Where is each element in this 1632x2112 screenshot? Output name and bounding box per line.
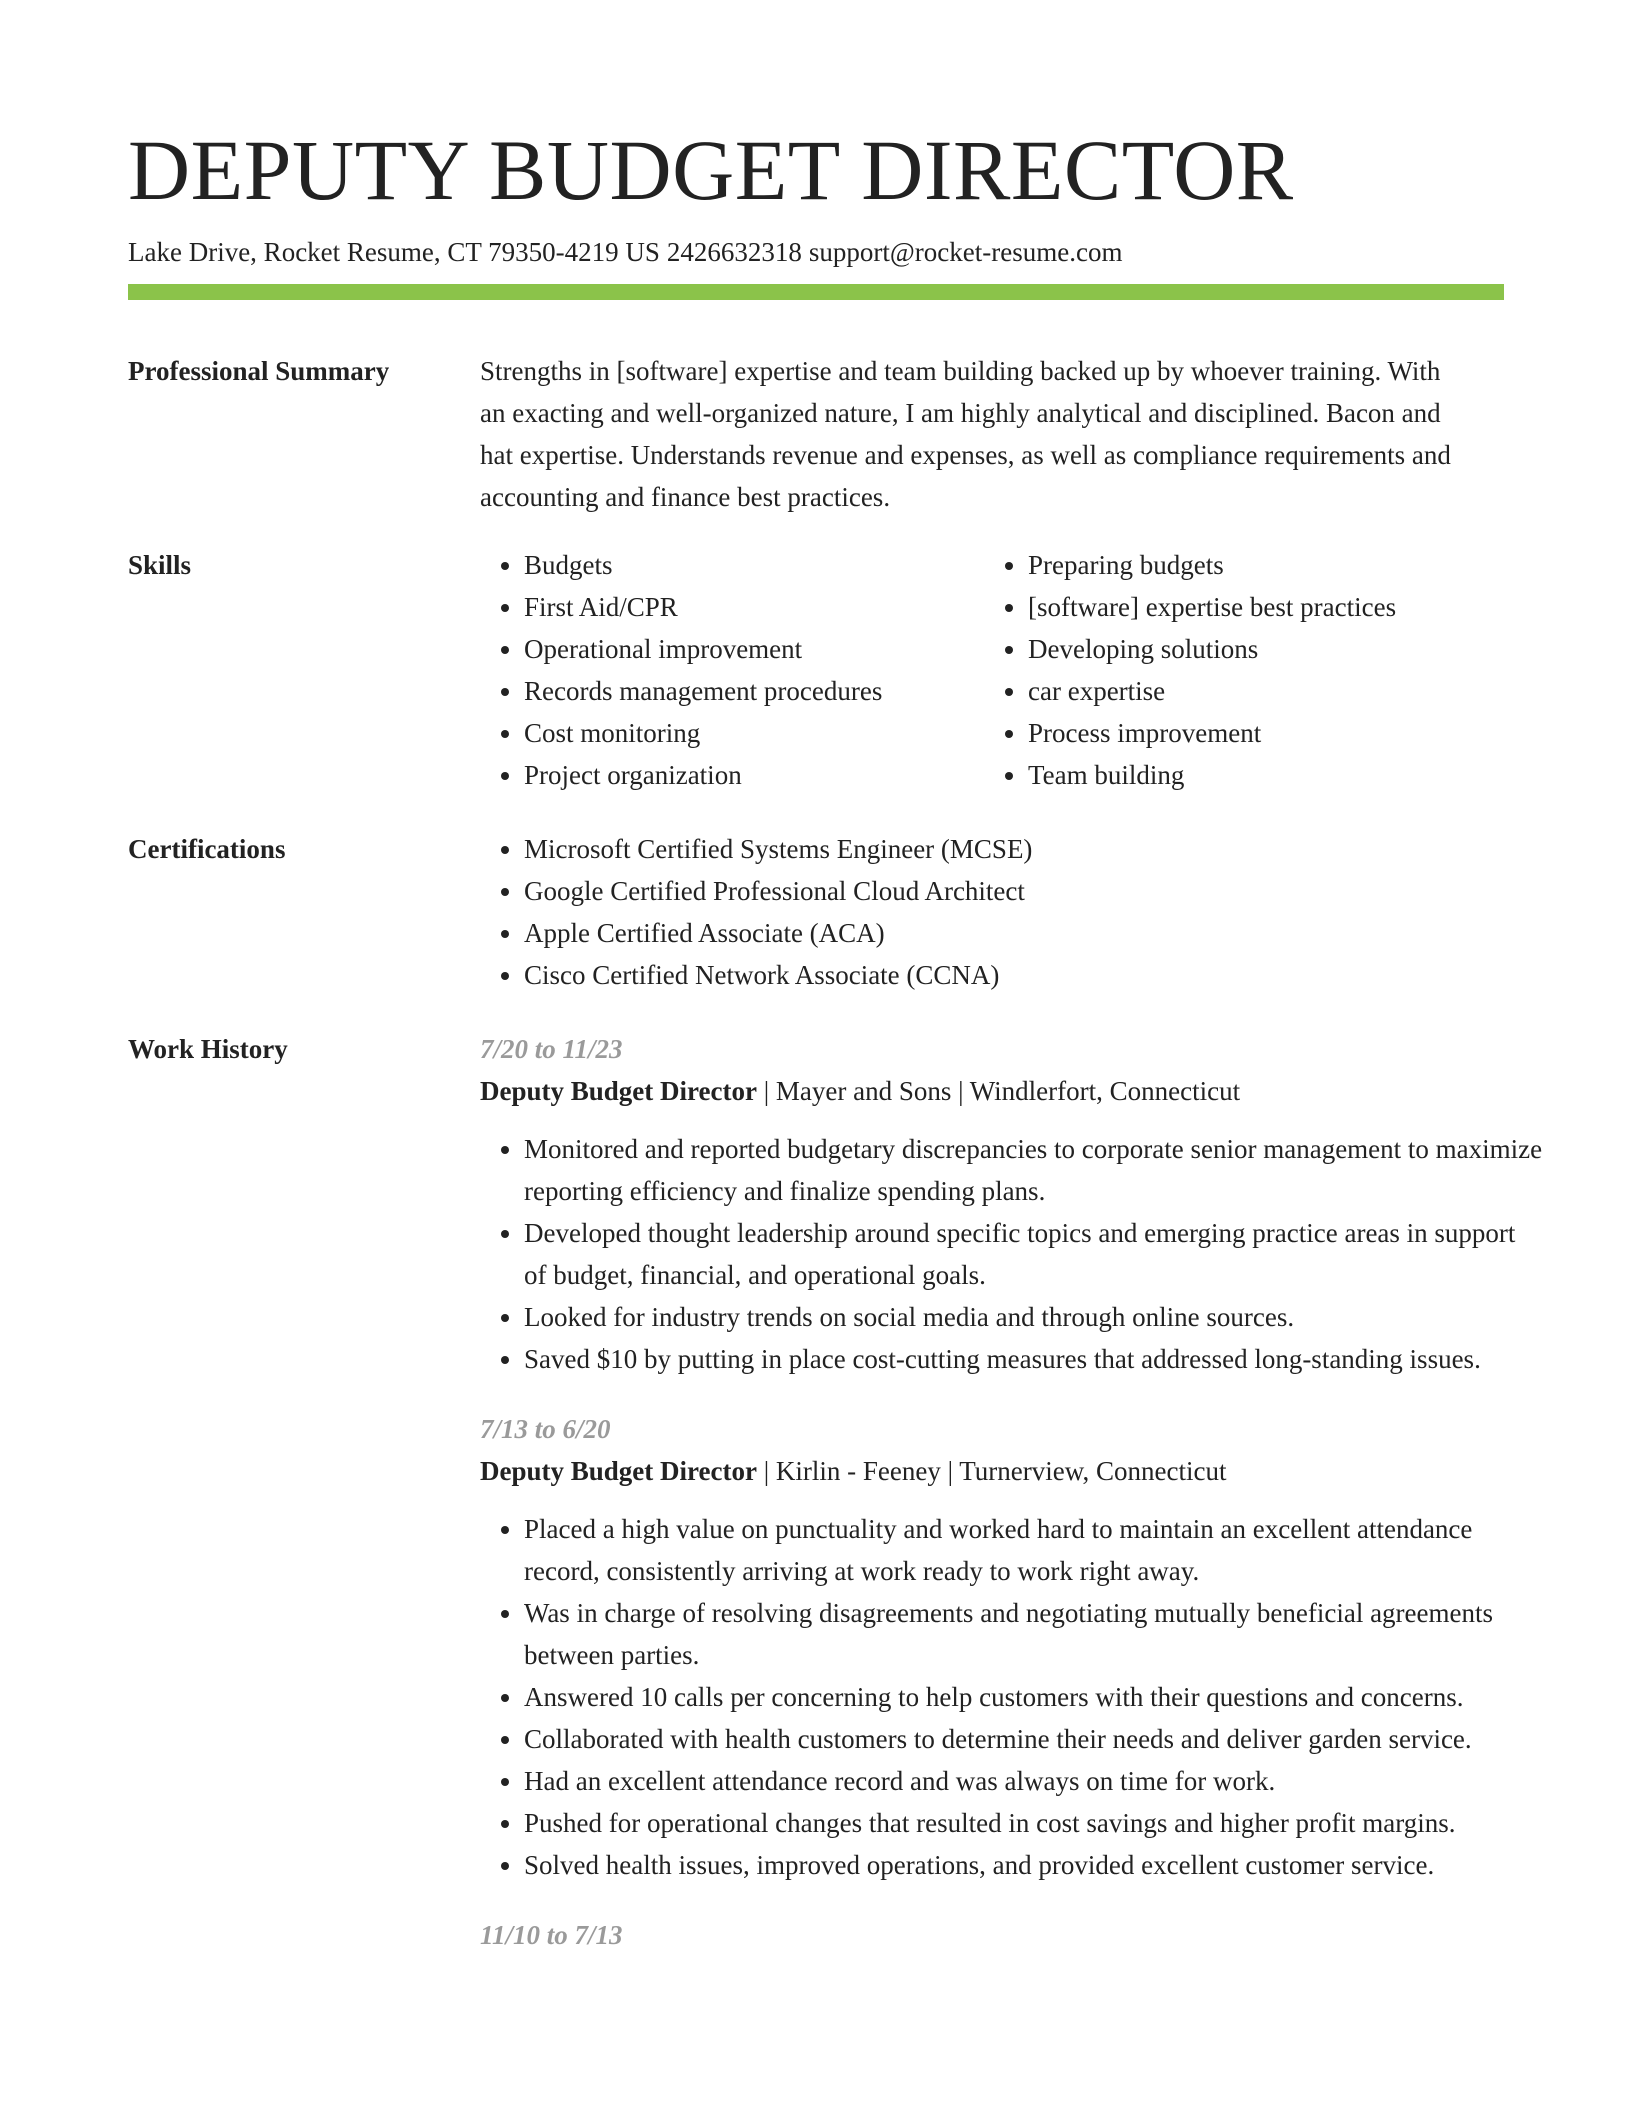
skill-item: • Cost monitoring (524, 712, 984, 754)
work-history-entries (480, 1028, 1544, 1984)
skill-item: • car expertise (1028, 670, 1488, 712)
contact-line (128, 234, 1504, 270)
contact-phone: 2426632318 (666, 237, 802, 267)
job-bullet: • Saved $10 by putting in place cost-cutting measures that addressed long-standing issues. (524, 1338, 1544, 1380)
job-bullet: • Solved health issues, improved operations, and provided excellent customer service. (524, 1844, 1544, 1886)
job-bullet: • Placed a high value on punctuality and worked hard to maintain an excellent attendance record, consistently arriving at work ready to work right away. (524, 1508, 1544, 1592)
job-company-location: | Kirlin - Feeney | Turnerview, Connecticut (756, 1456, 1227, 1486)
job-bullet: • Collaborated with health customers to determine their needs and deliver garden service. (524, 1718, 1544, 1760)
skill-item: • Operational improvement (524, 628, 984, 670)
job-company-location: | Mayer and Sons | Windlerfort, Connecticut (756, 1076, 1241, 1106)
summary-section (128, 350, 1504, 518)
skills-section (128, 544, 1504, 796)
skill-item: • Project organization (524, 754, 984, 796)
job-title-line (480, 1450, 1544, 1492)
job-bullet: • Looked for industry trends on social media and through online sources. (524, 1296, 1544, 1338)
job-entry (480, 1914, 1544, 1956)
work-history-heading: Work History (128, 1034, 288, 1064)
resume-page (128, 0, 1543, 1984)
job-dates: 7/20 to 11/23 (480, 1034, 623, 1064)
job-bullet-list (480, 1128, 1544, 1380)
job-title: Deputy Budget Director (480, 1456, 757, 1486)
job-title: Deputy Budget Director (480, 1076, 757, 1106)
certification-item: • Microsoft Certified Systems Engineer (MCSE) (524, 828, 1504, 870)
skills-list-left (480, 544, 984, 796)
skill-item: • Process improvement (1028, 712, 1488, 754)
skill-item: • Records management procedures (524, 670, 984, 712)
contact-email: support@rocket-resume.com (808, 237, 1123, 267)
job-entry (480, 1408, 1544, 1886)
skill-item: • Preparing budgets (1028, 544, 1488, 586)
summary-text: Strengths in [software] expertise and team building backed up by whoever training. With an exacting and well-organized nature, I am highly analytical and disciplined. Bacon and hat expertise. Understands revenue and expenses, as well as compliance requirements and accounting and finance best practices. (480, 356, 1451, 512)
job-bullet: • Had an excellent attendance record and was always on time for work. (524, 1760, 1544, 1802)
skills-heading: Skills (128, 550, 192, 580)
skill-item: • [software] expertise best practices (1028, 586, 1488, 628)
skill-item: • Developing solutions (1028, 628, 1488, 670)
job-bullet: • Pushed for operational changes that resulted in cost savings and higher profit margins. (524, 1802, 1544, 1844)
contact-address: Lake Drive, Rocket Resume, CT 79350-4219 US (128, 237, 660, 267)
header-divider (128, 284, 1504, 300)
skills-list-right (984, 544, 1488, 796)
job-entry (480, 1028, 1544, 1380)
candidate-name: DEPUTY BUDGET DIRECTOR (128, 122, 1294, 218)
skill-item: • Budgets (524, 544, 984, 586)
job-dates: 11/10 to 7/13 (480, 1920, 623, 1950)
certifications-section (128, 828, 1504, 996)
summary-heading: Professional Summary (128, 356, 390, 386)
job-title-line (480, 1070, 1544, 1112)
job-bullet: • Developed thought leadership around specific topics and emerging practice areas in support of budget, financial, and operational goals. (524, 1212, 1544, 1296)
certification-item: • Apple Certified Associate (ACA) (524, 912, 1504, 954)
work-history-section (128, 1028, 1543, 1984)
certifications-heading: Certifications (128, 834, 286, 864)
certification-item: • Google Certified Professional Cloud Architect (524, 870, 1504, 912)
job-bullet-list (480, 1508, 1544, 1886)
certification-item: • Cisco Certified Network Associate (CCNA) (524, 954, 1504, 996)
certifications-list (480, 828, 1504, 996)
job-bullet: • Was in charge of resolving disagreements and negotiating mutually beneficial agreements between parties. (524, 1592, 1544, 1676)
job-bullet: • Answered 10 calls per concerning to help customers with their questions and concerns. (524, 1676, 1544, 1718)
job-bullet: • Monitored and reported budgetary discrepancies to corporate senior management to maximize reporting efficiency and finalize spending plans. (524, 1128, 1544, 1212)
skill-item: • First Aid/CPR (524, 586, 984, 628)
job-dates: 7/13 to 6/20 (480, 1414, 611, 1444)
skill-item: • Team building (1028, 754, 1488, 796)
